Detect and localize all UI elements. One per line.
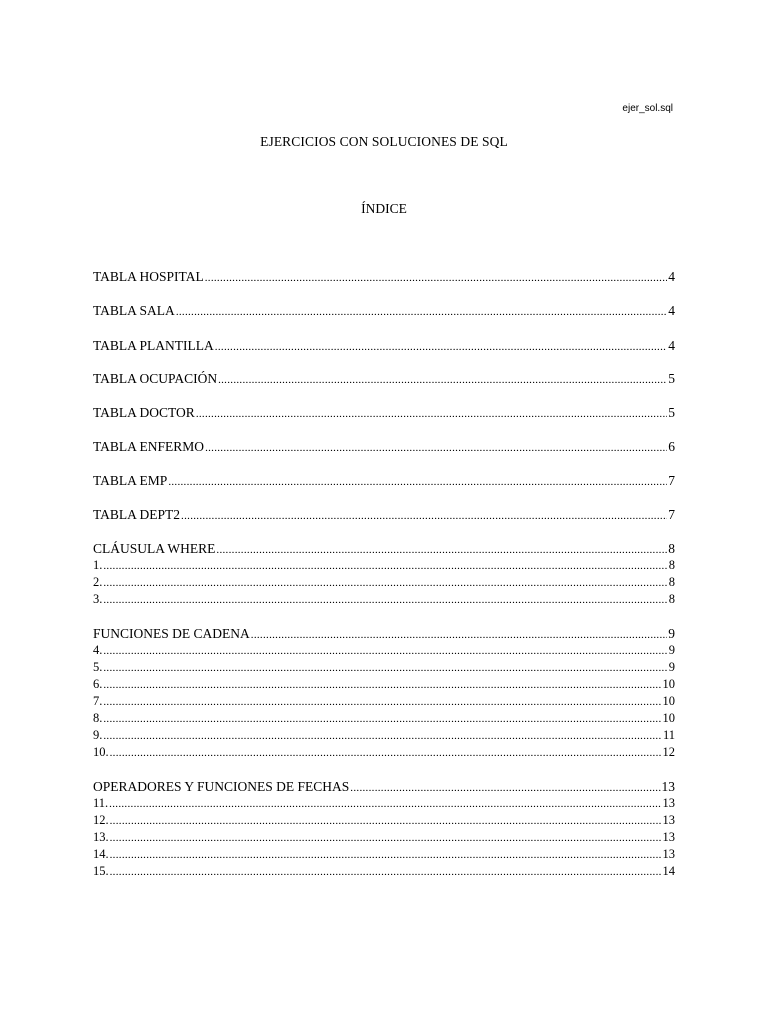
toc-entry-page: 7 <box>668 507 675 522</box>
toc-entry[interactable] <box>93 557 675 573</box>
toc-entry[interactable] <box>93 744 675 760</box>
toc-entry[interactable] <box>93 337 675 354</box>
toc-entry[interactable] <box>93 404 675 421</box>
toc-entry-label: TABLA EMP <box>93 473 168 488</box>
toc-entry[interactable] <box>93 863 675 879</box>
toc-entry-page: 13 <box>662 796 675 810</box>
toc-leader <box>110 745 662 760</box>
document-title: EJERCICIOS CON SOLUCIONES DE SQL <box>260 134 508 149</box>
toc-entry-page: 9 <box>668 643 675 657</box>
toc-entry-page: 8 <box>668 541 675 556</box>
toc-leader <box>109 796 661 811</box>
toc-entry-label: TABLA SALA <box>93 303 175 318</box>
toc-leader <box>110 813 662 828</box>
toc-entry-label: TABLA PLANTILLA <box>93 338 214 353</box>
toc-entry-label: TABLA DEPT2 <box>93 507 181 522</box>
toc-entry-page: 9 <box>668 626 675 641</box>
toc-entry-page: 10 <box>662 711 675 725</box>
toc-entry-label: 15. <box>93 864 109 878</box>
toc-leader <box>103 643 667 658</box>
toc-leader <box>181 508 667 523</box>
toc-entry-page: 7 <box>668 473 675 488</box>
toc-entry-page: 14 <box>662 864 675 878</box>
toc-entry-label: 10. <box>93 745 109 759</box>
toc-entry-page: 13 <box>662 847 675 861</box>
toc-leader <box>168 474 667 489</box>
toc-entry[interactable] <box>93 693 675 709</box>
toc-entry-page: 11 <box>662 728 675 742</box>
toc-entry[interactable] <box>93 659 675 675</box>
toc-entry[interactable] <box>93 625 675 642</box>
toc-entry-label: 3. <box>93 592 103 606</box>
toc-entry-label: TABLA DOCTOR <box>93 405 195 420</box>
toc-entry-page: 4 <box>668 303 675 318</box>
toc-entry-page: 9 <box>668 660 675 674</box>
toc-entry-label: TABLA ENFERMO <box>93 439 205 454</box>
toc-entry-page: 8 <box>668 558 675 572</box>
toc-leader <box>110 864 662 879</box>
toc-leader <box>215 339 667 354</box>
toc-leader <box>103 592 667 607</box>
toc-entry[interactable] <box>93 642 675 658</box>
toc-leader <box>103 575 667 590</box>
toc-entry-label: 4. <box>93 643 103 657</box>
toc-entry[interactable] <box>93 472 675 489</box>
toc-entry-page: 4 <box>668 338 675 353</box>
toc-leader <box>176 304 667 319</box>
toc-entry[interactable] <box>93 795 675 811</box>
toc-entry[interactable] <box>93 370 675 387</box>
toc-entry-page: 13 <box>661 779 675 794</box>
toc-entry-label: CLÁUSULA WHERE <box>93 541 216 556</box>
toc-leader <box>103 660 667 675</box>
toc-leader <box>110 830 662 845</box>
toc-entry-page: 5 <box>668 405 675 420</box>
toc-leader <box>103 558 667 573</box>
toc-entry-label: TABLA OCUPACIÓN <box>93 371 218 386</box>
toc-leader <box>205 270 668 285</box>
toc-entry[interactable] <box>93 710 675 726</box>
toc-entry[interactable] <box>93 812 675 828</box>
toc-entry[interactable] <box>93 540 675 557</box>
toc-entry[interactable] <box>93 727 675 743</box>
toc-entry[interactable] <box>93 268 675 285</box>
toc-entry[interactable] <box>93 438 675 455</box>
header-filename: ejer_sol.sql <box>622 103 673 114</box>
toc-leader <box>110 847 662 862</box>
toc-entry-page: 8 <box>668 592 675 606</box>
toc-entry-page: 10 <box>662 677 675 691</box>
toc-leader <box>350 780 660 795</box>
toc-entry[interactable] <box>93 302 675 319</box>
toc-entry[interactable] <box>93 574 675 590</box>
toc-entry-page: 13 <box>662 813 675 827</box>
toc-entry-label: 14. <box>93 847 109 861</box>
toc-entry-label: 2. <box>93 575 103 589</box>
toc-entry[interactable] <box>93 829 675 845</box>
toc-entry[interactable] <box>93 676 675 692</box>
toc-entry-label: FUNCIONES DE CADENA <box>93 626 250 641</box>
toc-entry-label: 11. <box>93 796 109 810</box>
toc-entry[interactable] <box>93 778 675 795</box>
toc-entry[interactable] <box>93 506 675 523</box>
toc-entry-page: 5 <box>668 371 675 386</box>
toc-leader <box>196 406 667 421</box>
toc-entry-label: 13. <box>93 830 109 844</box>
toc-leader <box>205 440 667 455</box>
toc-entry-label: 7. <box>93 694 103 708</box>
toc-leader <box>251 627 667 642</box>
toc-entry-label: 1. <box>93 558 103 572</box>
toc-entry-page: 13 <box>662 830 675 844</box>
toc-leader <box>103 677 661 692</box>
toc-entry-label: OPERADORES Y FUNCIONES DE FECHAS <box>93 779 350 794</box>
toc-leader <box>103 694 661 709</box>
toc-entry-page: 10 <box>662 694 675 708</box>
toc-entry-page: 8 <box>668 575 675 589</box>
toc-entry-page: 6 <box>668 439 675 454</box>
toc-entry-label: 9. <box>93 728 103 742</box>
toc-entry-page: 12 <box>662 745 675 759</box>
toc-entry-label: 12. <box>93 813 109 827</box>
toc-leader <box>218 372 667 387</box>
index-heading: ÍNDICE <box>361 201 407 216</box>
toc-entry-page: 4 <box>668 269 675 284</box>
toc-entry-label: TABLA HOSPITAL <box>93 269 204 284</box>
toc-leader <box>216 542 667 557</box>
toc-entry-label: 6. <box>93 677 103 691</box>
toc-entry-label: 8. <box>93 711 103 725</box>
toc-leader <box>103 711 661 726</box>
toc-entry-label: 5. <box>93 660 103 674</box>
toc-entry[interactable] <box>93 846 675 862</box>
toc-entry[interactable] <box>93 591 675 607</box>
toc-leader <box>103 728 662 743</box>
